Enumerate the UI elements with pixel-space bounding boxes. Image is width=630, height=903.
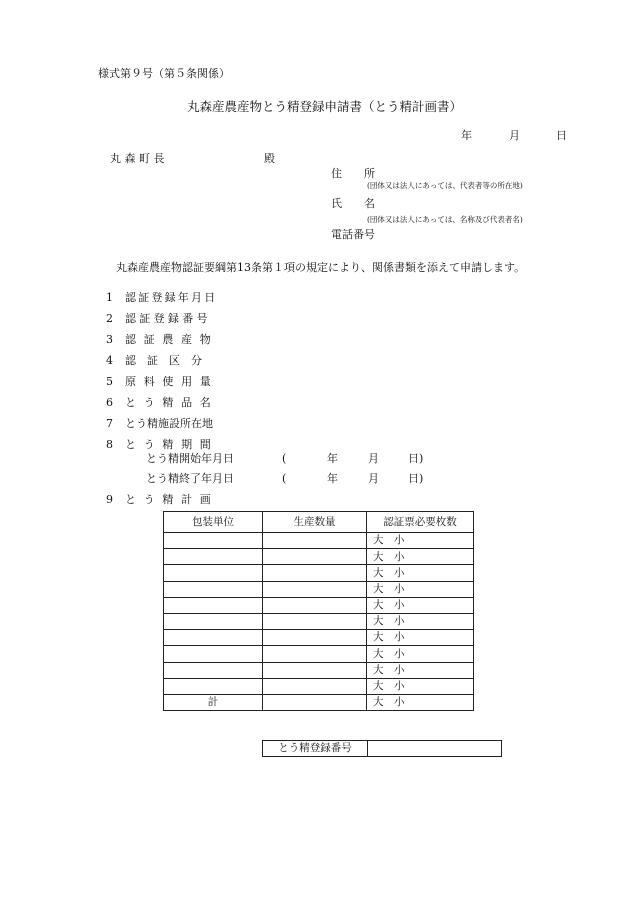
quantity-cell[interactable] [263,613,367,629]
item-label: とう精施設所在地 [125,417,213,430]
table-row [164,565,474,581]
total-quantity-cell[interactable] [263,694,367,710]
addressee-name: 丸 森 町 長 [110,152,165,165]
packaging-unit-cell[interactable] [164,646,263,662]
period-end-label: とう精終了年月日 [146,472,234,485]
quantity-cell[interactable] [263,630,367,646]
period-start-year: 年 [327,452,338,465]
table-row [164,613,474,629]
seal-size-cell: 大 小 [367,597,474,613]
period-end-year: 年 [327,472,338,485]
packaging-unit-cell[interactable] [164,549,263,565]
item-label: とう精計画 [125,493,219,506]
item-label: 原料使用量 [125,375,219,388]
seal-size-cell: 大 小 [367,549,474,565]
application-statement: 丸森産農産物認証要綱第13条第１項の規定により、関係書類を添えて申請します。 [116,261,526,274]
name-note: (団体又は法人にあっては、名称及び代表者名) [367,215,523,224]
document-title: 丸森産農産物とう精登録申請書（とう精計画書） [187,99,463,114]
item-number: 4 [106,354,113,367]
packaging-unit-cell[interactable] [164,597,263,613]
quantity-cell[interactable] [263,646,367,662]
table-row [164,678,474,694]
total-row [164,694,474,710]
table-row [164,646,474,662]
quantity-cell[interactable] [263,678,367,694]
packaging-unit-cell[interactable] [164,630,263,646]
address-label: 住 所 [331,167,375,180]
registration-number-field[interactable] [368,741,502,757]
period-start-paren: ( [282,452,287,465]
period-end-paren: ( [282,472,287,485]
phone-label: 電話番号 [331,228,375,241]
address-note: (団体又は法人にあっては、代表者等の所在地) [367,181,523,190]
addressee-honorific: 殿 [264,152,275,165]
item-number: 1 [106,291,113,304]
plan-table [163,511,474,711]
item-label: とう精品名 [125,396,219,409]
item-label: 認 証 区 分 [125,354,202,367]
total-seal-size-cell: 大 小 [367,694,474,710]
item-number: 5 [106,375,113,388]
quantity-cell[interactable] [263,533,367,549]
packaging-unit-cell[interactable] [164,565,263,581]
table-row [164,533,474,549]
packaging-unit-cell[interactable] [164,613,263,629]
total-label: 計 [164,694,263,710]
packaging-unit-cell[interactable] [164,662,263,678]
quantity-cell[interactable] [263,549,367,565]
quantity-cell[interactable] [263,662,367,678]
header-production-quantity: 生産数量 [263,512,367,533]
table-row [164,549,474,565]
period-end-month: 月 [368,472,379,485]
header-packaging-unit: 包装単位 [164,512,263,533]
table-row [164,662,474,678]
seal-size-cell: 大 小 [367,662,474,678]
item-number: 9 [106,493,113,506]
seal-size-cell: 大 小 [367,613,474,629]
item-number: 3 [106,333,113,346]
seal-size-cell: 大 小 [367,565,474,581]
table-row [164,630,474,646]
period-start-month: 月 [368,452,379,465]
period-start-day: 日) [408,452,424,465]
registration-number-table [262,740,502,757]
seal-size-cell: 大 小 [367,630,474,646]
header-certificate-count: 認証票必要枚数 [367,512,474,533]
date-day-label: 日 [556,129,567,142]
date-month-label: 月 [509,129,520,142]
seal-size-cell: 大 小 [367,678,474,694]
name-label: 氏 名 [331,197,375,210]
table-row [164,597,474,613]
item-number: 2 [106,312,113,325]
item-number: 8 [106,438,113,451]
packaging-unit-cell[interactable] [164,581,263,597]
seal-size-cell: 大 小 [367,581,474,597]
item-number: 6 [106,396,113,409]
item-number: 7 [106,417,113,430]
date-year-label: 年 [461,129,472,142]
period-end-day: 日) [408,472,424,485]
quantity-cell[interactable] [263,581,367,597]
quantity-cell[interactable] [263,597,367,613]
table-row [164,581,474,597]
packaging-unit-cell[interactable] [164,533,263,549]
seal-size-cell: 大 小 [367,533,474,549]
packaging-unit-cell[interactable] [164,678,263,694]
item-label: 認証登録番号 [125,312,211,325]
seal-size-cell: 大 小 [367,646,474,662]
quantity-cell[interactable] [263,565,367,581]
period-start-label: とう精開始年月日 [146,452,234,465]
item-label: 認証登録年月日 [125,291,218,304]
registration-number-label: とう精登録番号 [263,741,368,757]
form-number: 様式第９号（第５条関係） [98,67,230,80]
plan-table-header [164,512,474,533]
item-label: 認証農産物 [125,333,219,346]
item-label: とう精期間 [125,438,219,451]
